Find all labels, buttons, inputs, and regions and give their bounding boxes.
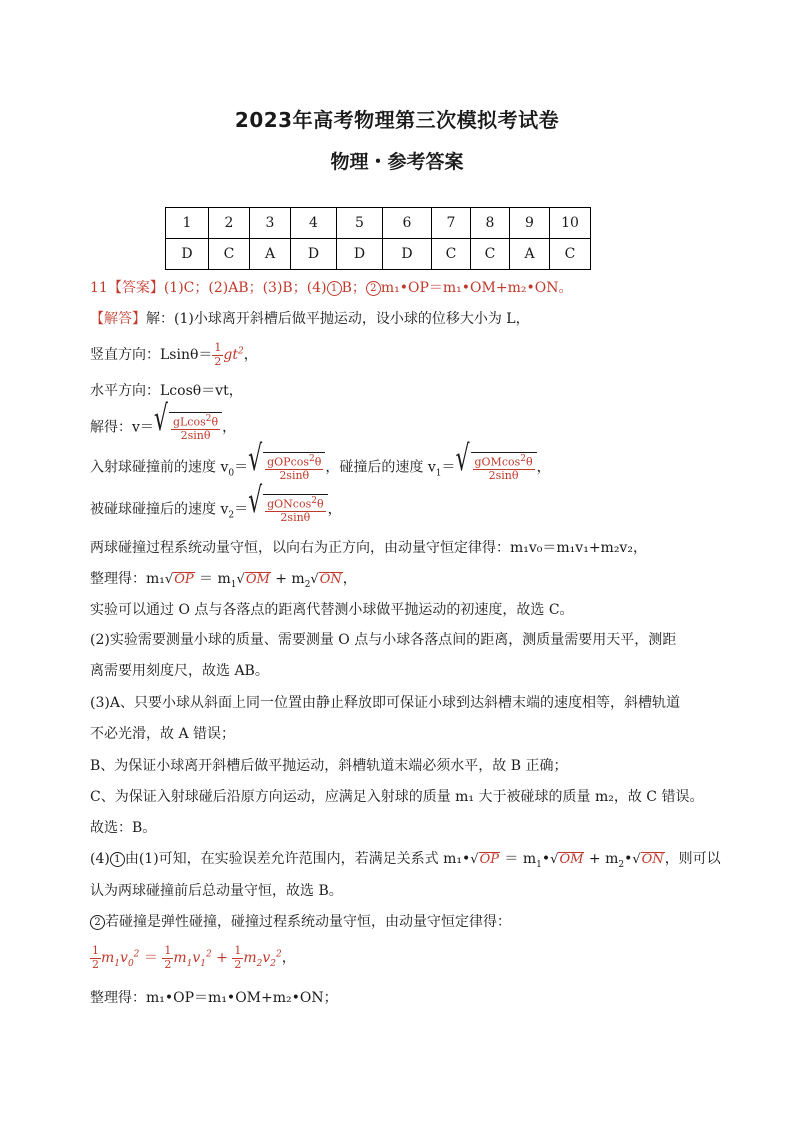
explain-intro-line	[90, 312, 530, 326]
circled-1-icon: 1	[110, 852, 125, 867]
q11-answer-text: (1)C；(2)AB；(3)B；(4)	[163, 280, 327, 296]
fraction-half: $\frac{1}{2}$	[214, 341, 222, 368]
part4-line1: (4) 1 由(1)可知，在实验误差允许范围内，若满足关系式 m₁• √ OP ＝ $m_1•$ √ OM + $m_2•$ √ ON ，则可以	[90, 851, 721, 870]
explain-intro: 解：(1)小球离开斜槽后做平抛运动，设小球的位移大小为 L，	[146, 311, 530, 327]
q11-answer-eq: m₁•OP＝m₁•OM+m₂•ON。	[380, 280, 573, 296]
question-number-row	[166, 208, 591, 239]
part3-line3: B、为保证小球离开斜槽后做平抛运动，斜槽轨道末端必须水平，故 B 正确；	[90, 758, 568, 774]
answer-subtitle: 物理・参考答案	[330, 151, 464, 173]
q11-answer-label: 11【答案】	[90, 280, 164, 296]
exam-title: 2023年高考物理第三次模拟考试卷	[234, 108, 560, 132]
table-cell: C	[471, 239, 510, 270]
part3-line1: (3)A、只要小球从斜面上同一位置由静止释放即可保证小球到达斜槽末端的速度相等，斜槽轨道	[90, 695, 680, 711]
part2-line2: 离需要用刻度尺，故选 AB。	[90, 663, 269, 679]
v0-text: 入射球碰撞前的速度 v	[90, 459, 229, 476]
part5-text: 若碰撞是弹性碰撞，碰撞过程系统动量守恒，由动量守恒定律得：	[105, 914, 511, 930]
energy-equation: $\frac{1}{2}$ $m_1v_0^2$ ＝ $\frac{1}{2}$ $m_1v_1^2$ + $\frac{1}{2}$ $m_2v_2^2$，	[92, 944, 296, 971]
circled-2-icon: 2	[90, 915, 105, 930]
answer-table	[165, 207, 591, 270]
arrange-line: 整理得：m₁ √ OP ＝ $m_1$ √ OM + $m_2$ √ ON ，	[90, 571, 357, 590]
table-cell: 2	[209, 208, 250, 239]
part4-line2: 认为两球碰撞前后总动量守恒，故选 B。	[90, 883, 343, 899]
q11-answer-line	[90, 281, 572, 296]
q11-answer-b: B；	[341, 280, 366, 296]
part4-prefix: (4)	[90, 851, 110, 867]
circled-1-icon: 1	[327, 281, 342, 296]
table-cell: C	[209, 239, 250, 270]
table-cell: D	[383, 239, 432, 270]
table-cell: 8	[471, 208, 510, 239]
table-cell: D	[337, 239, 383, 270]
v1-text: ，碰撞后的速度 v	[325, 459, 436, 476]
table-cell: 9	[510, 208, 550, 239]
answer-row	[166, 239, 591, 270]
arrange-text: 整理得：m₁	[90, 571, 165, 587]
horizontal-equation: 水平方向：Lcosθ＝vt，	[90, 383, 243, 399]
table-cell: C	[432, 239, 471, 270]
sqrt-expression: √ $\frac{gLcos^2\theta}{2\sin\theta}$	[154, 412, 222, 443]
table-cell: 4	[291, 208, 337, 239]
conclusion-1: 实验可以通过 O 点与各落点的距离代替测小球做平抛运动的初速度，故选 C。	[90, 602, 574, 618]
table-cell: 7	[432, 208, 471, 239]
table-cell: A	[510, 239, 550, 270]
part3-line4: C、为保证入射球碰后沿原方向运动，应满足入射球的质量 m₁ 大于被碰球的质量 m₂，故 C 错误。	[90, 789, 704, 805]
table-cell: C	[550, 239, 591, 270]
table-cell: 6	[383, 208, 432, 239]
table-cell: A	[250, 239, 291, 270]
part5-line1	[90, 915, 511, 930]
table-cell: 5	[337, 208, 383, 239]
table-cell: D	[166, 239, 209, 270]
part3-line2: 不必光滑，故 A 错误；	[90, 726, 236, 742]
v0-v1-equation: 入射球碰撞前的速度 $v_0=$ √ $\frac{gOPcos^2\theta}{2\sin\theta}$ ，碰撞后的速度 $v_1=$ √ $\frac{gOMcos^2\theta}{2\sin\theta}$ ，	[90, 439, 551, 483]
vertical-text: 竖直方向：Lsinθ＝	[90, 347, 213, 364]
table-cell: 10	[550, 208, 591, 239]
momentum-line: 两球碰撞过程系统动量守恒，以向右为正方向，由动量守恒定律得：m₁v₀＝m₁v₁+m₂v₂，	[90, 540, 647, 556]
table-cell: 3	[250, 208, 291, 239]
explain-label: 【解答】	[90, 311, 146, 327]
table-cell: D	[291, 239, 337, 270]
table-cell: 1	[166, 208, 209, 239]
v2-text: 被碰球碰撞后的速度 v	[90, 501, 229, 518]
part4-suffix: ，则可以	[664, 851, 721, 867]
vertical-equation: 竖直方向：Lsinθ＝ $\frac{1}{2}$ $gt^2$，	[90, 341, 258, 368]
solve-text: 解得：v＝	[90, 419, 154, 436]
final-line: 整理得：m₁•OP＝m₁•OM+m₂•ON；	[90, 990, 338, 1006]
part2-line1: (2)实验需要测量小球的质量、需要测量 O 点与小球各落点间的距离，测质量需要用天平，测距	[90, 632, 677, 648]
solve-v-equation: 解得：v＝ √ $\frac{gLcos^2\theta}{2\sin\theta}$ ，	[90, 399, 237, 443]
v2-equation: 被碰球碰撞后的速度 $v_2=$ √ $\frac{gONcos^2\theta}{2\sin\theta}$ ，	[90, 481, 342, 525]
part4-text: 由(1)可知，在实验误差允许范围内，若满足关系式 m₁•	[124, 851, 471, 867]
circled-2-icon: 2	[366, 281, 381, 296]
part3-line5: 故选：B。	[90, 820, 157, 836]
